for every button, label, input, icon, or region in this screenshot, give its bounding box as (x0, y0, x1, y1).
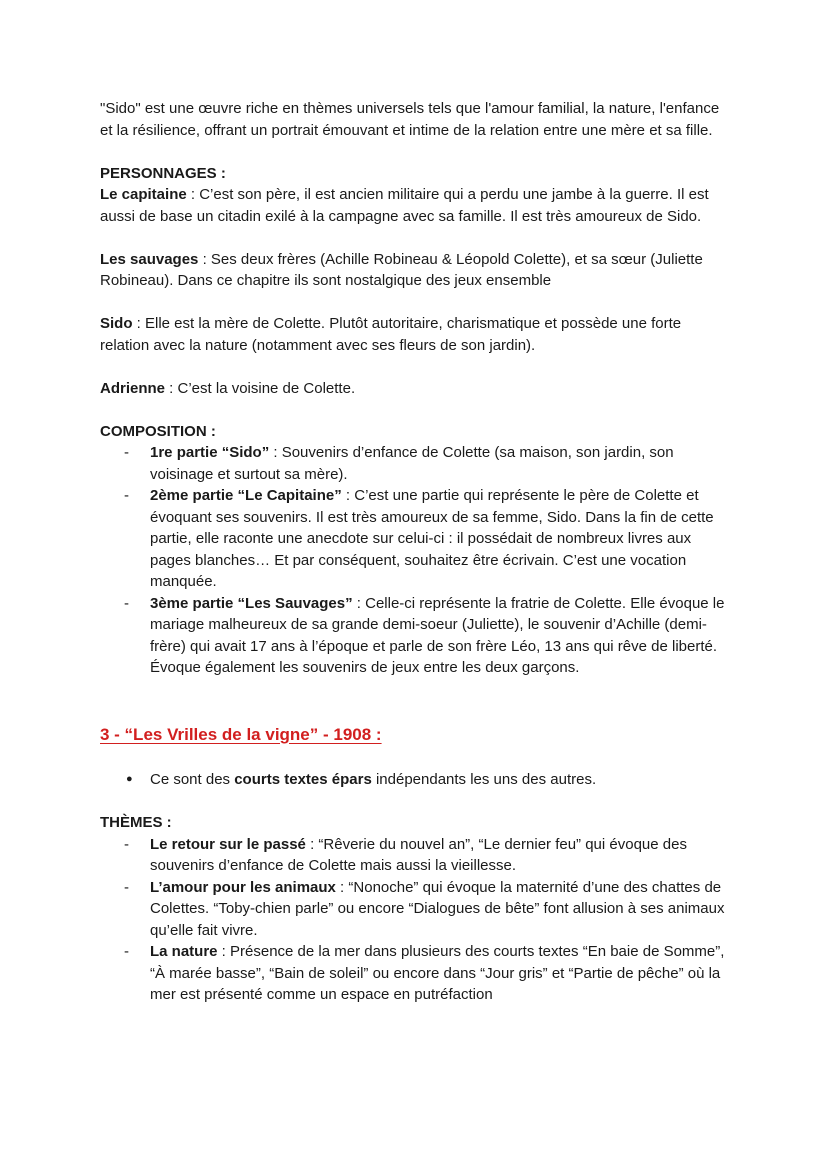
character-capitaine (100, 184, 728, 227)
character-sido (100, 313, 728, 356)
dash-marker: - (124, 444, 129, 461)
character-description: : C’est la voisine de Colette. (165, 379, 356, 397)
dash-marker: - (124, 943, 129, 960)
bullet-list (100, 769, 728, 791)
dash-marker: - (124, 878, 129, 896)
character-name: Les sauvages (100, 250, 199, 268)
composition-title: COMPOSITION : (100, 422, 216, 440)
character-description: : Elle est la mère de Colette. Plutôt autoritaire, charismatique et possède une forte relation avec la nature (notamment avec ses fleurs de son jardin). (100, 315, 682, 354)
composition-list (100, 442, 728, 679)
list-item: - L’amour pour les animaux : “Nonoche” qui évoque la maternité d’une des chattes de Colettes. “Toby-chien parle” ou encore “Dialogues de bête” font allusion à ses animaux qu’elle fait vivre. (124, 878, 725, 939)
dash-marker: - (124, 835, 129, 853)
dash-marker: - (124, 594, 129, 612)
character-sauvages (100, 249, 728, 292)
bullet-marker: ● (126, 773, 133, 785)
section-heading: 3 - “Les Vrilles de la vigne” - 1908 : (100, 724, 382, 744)
personnages-title: PERSONNAGES : (100, 164, 226, 182)
intro-paragraph: "Sido" est une œuvre riche en thèmes universels tels que l'amour familial, la nature, l'enfance et la résilience, offrant un portrait émouvant et intime de la relation entre une mère et sa fille. (100, 100, 720, 139)
character-name: Le capitaine (100, 186, 187, 203)
list-item: - La nature : Présence de la mer dans plusieurs des courts textes “En baie de Somme”, “À marée basse”, “Bain de soleil” ou encore dans “Jour gris” et “Partie de pêche” où la mer est présenté comme un espace en putréfaction (124, 943, 725, 1003)
list-item: - 3ème partie “Les Sauvages” : Celle-ci représente la fratrie de Colette. Elle évoque le mariage malheureux de sa grande demi-soeur (Juliette), le souvenir d’Achille (demi-frère) qui avait 17 ans à l’époque et parle de son frère Léo, 13 ans qui rêve de liberté. Évoque également les souvenirs de jeux entre les deux garçons. (124, 594, 725, 676)
list-item: ● Ce sont des courts textes épars indépendants les uns des autres. (100, 769, 728, 791)
themes-title: THÈMES : (100, 814, 172, 831)
list-item: - 2ème partie “Le Capitaine” : C’est une partie qui représente le père de Colette et évoquant ses souvenirs. Il est très amoureux de sa femme, Sido. Dans la fin de cette partie, elle raconte une anecdote sur celui-ci : il possédait de nombreux livres aux pages blanches… Et par conséquent, souhaitez être écrivain. C’est une vocation manquée. (124, 487, 714, 590)
character-adrienne (100, 378, 728, 400)
list-item: - Le retour sur le passé : “Rêverie du nouvel an”, “Le dernier feu” qui évoque des souvenirs d’enfance de Colette mais aussi la vieillesse. (124, 835, 687, 874)
character-name: Adrienne (100, 379, 166, 397)
list-item: - 1re partie “Sido” : Souvenirs d’enfance de Colette (sa maison, son jardin, son voisinage et surtout sa mère). (124, 444, 674, 483)
character-description: : C’est son père, il est ancien militaire qui a perdu une jambe à la guerre. Il est aussi de base un citadin exilé à la campagne avec sa famille. Il est très amoureux de Sido. (100, 186, 709, 225)
character-name: Sido (100, 315, 133, 332)
themes-list (100, 834, 728, 1006)
dash-marker: - (124, 487, 129, 504)
character-description: : Ses deux frères (Achille Robineau & Léopold Colette), et sa sœur (Juliette Robineau). Dans ce chapitre ils sont nostalgique des jeux ensemble (100, 250, 703, 289)
